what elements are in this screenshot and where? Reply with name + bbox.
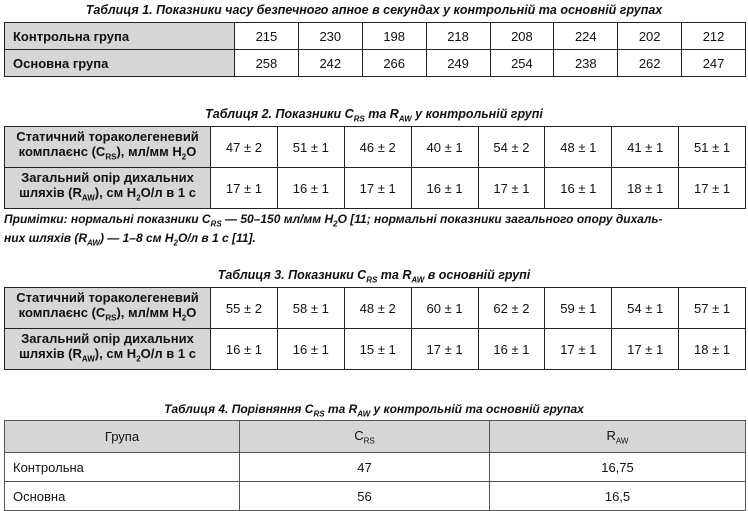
table-cell: 16 ± 1 [277,168,344,209]
table-cell: 262 [618,50,682,77]
table-cell: 230 [298,23,362,50]
table-header-row [5,421,746,453]
table-cell: 54 ± 1 [612,288,679,329]
table-cell: 16,75 [490,453,746,482]
table-cell: Контрольна [5,453,240,482]
table-cell: 208 [490,23,554,50]
table-cell: 218 [426,23,490,50]
table-cell: 62 ± 2 [478,288,545,329]
table-row [5,50,746,77]
table-cell: 17 ± 1 [211,168,278,209]
table-cell: 54 ± 2 [478,127,545,168]
table3-caption: Таблиця 3. Показники $C_{RS}$ та $R_{AW}$ в основній групі [217,268,531,285]
table-cell: 17 ± 1 [478,168,545,209]
table-cell: 254 [490,50,554,77]
table-cell: 55 ± 2 [211,288,278,329]
column-header-group: Група [5,421,240,453]
table4 [4,420,746,511]
table-row [5,482,746,511]
table-cell: 51 ± 1 [679,127,746,168]
table-cell: 41 ± 1 [612,127,679,168]
table-row [5,453,746,482]
table-cell: 15 ± 1 [344,329,411,370]
table-cell: 16 ± 1 [478,329,545,370]
row-label: Основна група [5,50,235,77]
table-cell: 198 [362,23,426,50]
table-cell: 18 ± 1 [612,168,679,209]
table-cell: 58 ± 1 [277,288,344,329]
table2-note: Примітки: нормальні показники $C_{RS}$ — 50–150 мл/мм $H_2O$ [11; нормальні показники загального опору дихаль- них шляхів $(R_{AW})$ — 1–8 см $H_2O/л$ в 1 с [11]. [4,212,663,248]
row-label: Статичний тораколегеневий комплаєнс $(C_{RS})$, мл/мм $H_2O$ [5,288,211,329]
row-label: Загальний опір дихальних шляхів $(R_{AW})$, см $H_2O/л$ в 1 с [5,168,211,209]
table-cell: 16,5 [490,482,746,511]
table-cell: 17 ± 1 [679,168,746,209]
table-cell: 47 [240,453,490,482]
table-cell: 48 ± 2 [344,288,411,329]
table-cell: 40 ± 1 [411,127,478,168]
table-cell: 215 [235,23,299,50]
row-label: Загальний опір дихальних шляхів $(R_{AW})$, см $H_2O/л$ в 1 с [5,329,211,370]
table1-caption: Таблиця 1. Показники часу безпечного апное в секундах у контрольній та основній групах [85,3,663,17]
table4-caption: Таблиця 4. Порівняння $C_{RS}$ та $R_{AW}$ у контрольній та основній групах [164,402,584,419]
table-row [5,288,746,329]
table-cell: 212 [682,23,746,50]
table-cell: 242 [298,50,362,77]
column-header-raw: $R_{AW}$ [490,421,746,453]
table2-caption: Таблиця 2. Показники $C_{RS}$ та $R_{AW}$ у контрольній групі [205,107,543,124]
table-row [5,329,746,370]
table-cell: 51 ± 1 [277,127,344,168]
table-cell: 17 ± 1 [411,329,478,370]
row-label: Контрольна група [5,23,235,50]
table-cell: 258 [235,50,299,77]
table-cell: 47 ± 2 [211,127,278,168]
table-cell: 249 [426,50,490,77]
table-row [5,23,746,50]
table-cell: 56 [240,482,490,511]
row-label: Статичний тораколегеневий комплаєнс $(C_{RS})$, мл/мм $H_2O$ [5,127,211,168]
table-row [5,127,746,168]
table-cell: 16 ± 1 [411,168,478,209]
table1 [4,22,746,77]
table-cell: 16 ± 1 [277,329,344,370]
table-cell: 202 [618,23,682,50]
table-cell: 48 ± 1 [545,127,612,168]
table-cell: 18 ± 1 [679,329,746,370]
table-cell: 16 ± 1 [211,329,278,370]
table-cell: 16 ± 1 [545,168,612,209]
column-header-crs: $C_{RS}$ [240,421,490,453]
table-cell: 60 ± 1 [411,288,478,329]
table-cell: 17 ± 1 [344,168,411,209]
table-cell: 224 [554,23,618,50]
table-cell: 238 [554,50,618,77]
table-cell: 46 ± 2 [344,127,411,168]
table2 [4,126,746,209]
table-cell: 17 ± 1 [612,329,679,370]
table-cell: 17 ± 1 [545,329,612,370]
table-cell: 59 ± 1 [545,288,612,329]
table-row [5,168,746,209]
table-cell: 266 [362,50,426,77]
table-cell: 247 [682,50,746,77]
table3 [4,287,746,370]
table-cell: 57 ± 1 [679,288,746,329]
table-cell: Основна [5,482,240,511]
